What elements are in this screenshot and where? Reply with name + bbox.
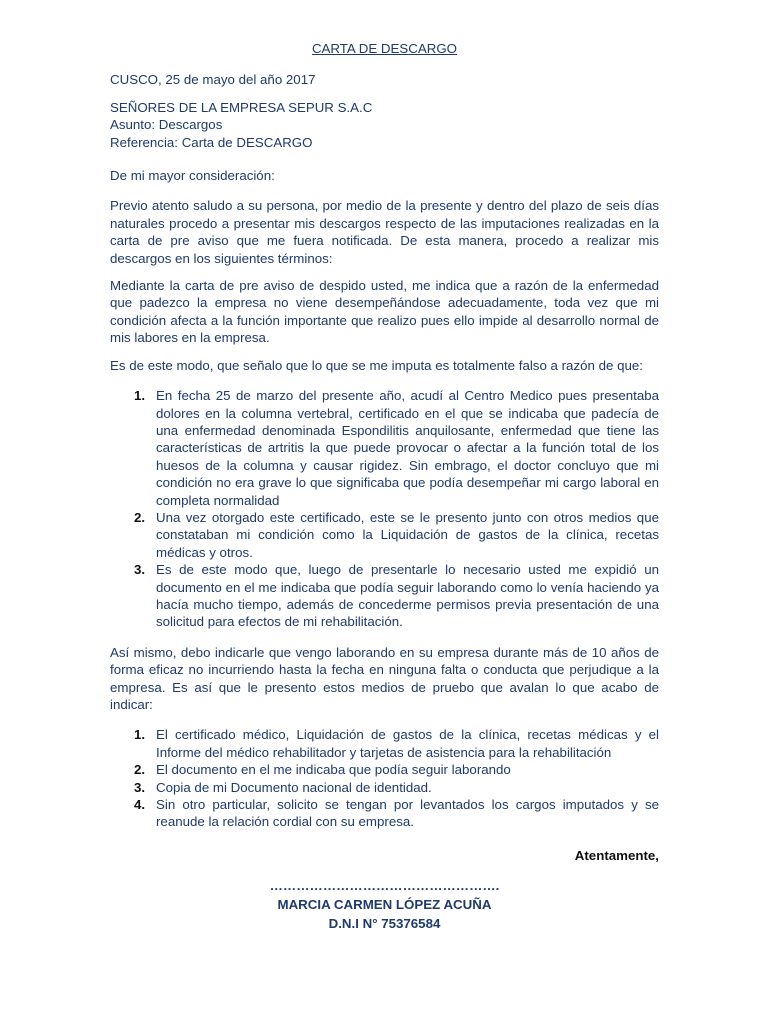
- list-item: [110, 561, 659, 631]
- list-text: Es de este modo que, luego de presentarle lo necesario usted me expidió un documento en el me indicaba que podía seguir laborando como lo venía haciendo ya hacía mucho tiempo, además de concederme permisos previa presentación de una solicitud para efectos de mi rehabilitación.: [156, 562, 659, 630]
- paragraph-evidence: Así mismo, debo indicarle que vengo laborando en su empresa durante más de 10 años de forma eficaz no incurriendo hasta la fecha en ninguna falta o conducta que perjudique a la empresa. Es así que le presento estos medios de pruebo que avalan lo que acabo de indicar:: [110, 644, 659, 712]
- list-number: 3.: [134, 562, 146, 578]
- letter-body: [110, 40, 659, 878]
- list-number: 3.: [134, 779, 146, 795]
- list-text: Copia de mi Documento nacional de identidad.: [156, 779, 432, 795]
- list-text: El certificado médico, Liquidación de gastos de la clínica, recetas médicas y el Informe del médico rehabilitador y tarjetas de asistencia para la rehabilitación: [156, 727, 659, 760]
- addressee: SEÑORES DE LA EMPRESA SEPUR S.A.C: [110, 99, 373, 115]
- letter-title: CARTA DE DESCARGO: [311, 41, 458, 56]
- list-item: [110, 387, 659, 509]
- list-number: 1.: [134, 388, 146, 404]
- list-item: [110, 779, 659, 796]
- paragraph-statement: Es de este modo, que señalo que lo que se me imputa es totalmente falso a razón de que:: [110, 357, 643, 373]
- signature-line: …………………………………………….: [269, 878, 500, 893]
- list-item: [110, 796, 659, 831]
- list-text: En fecha 25 de marzo del presente año, acudí al Centro Medico pues presentaba dolores en la columna vertebral, certificado en el que se indicaba que padecía de una enfermedad denominada Espondilitis anquilosante, enfermedad que tiene las características de artritis la que puede provocar o afectar a la función total de los huesos de la columna y causar rigidez. Sin embrago, el doctor concluyo que mi condición no era grave lo que significaba que podía desempeñar mi cargo laboral en completa normalidad: [156, 388, 659, 508]
- list-number: 2.: [134, 509, 146, 525]
- list-item: [110, 509, 659, 561]
- list-text: Sin otro particular, solicito se tengan por levantados los cargos imputados y se reanude la relación cordial con su empresa.: [156, 797, 659, 830]
- reference-line: Referencia: Carta de DESCARGO: [110, 134, 313, 150]
- signer-name: MARCIA CARMEN LÓPEZ ACUÑA: [277, 897, 492, 912]
- paragraph-intro: Previo atento saludo a su persona, por medio de la presente y dentro del plazo de seis días naturales procedo a presentar mis descargos respecto de las imputaciones realizadas en la carta de pre aviso que me fuera notificada. De esta manera, procedo a realizar mis descargos en los siguientes términos:: [110, 198, 659, 266]
- list-number: 4.: [134, 797, 146, 813]
- greeting: De mi mayor consideración:: [110, 168, 275, 184]
- list-item: [110, 761, 659, 778]
- evidence-list: [110, 726, 659, 830]
- list-number: 2.: [134, 762, 146, 778]
- list-text: El documento en el me indicaba que podía seguir laborando: [156, 762, 511, 778]
- paragraph-notice: Mediante la carta de pre aviso de despido usted, me indica que a razón de la enfermedad que padezco la empresa no viene desempeñándose adecuadamente, toda vez que mi condición afecta a la función importante que realizo pues ello impide al desarrollo normal de mis labores en la empresa.: [110, 278, 659, 346]
- signer-id: D.N.I N° 75376584: [328, 916, 441, 931]
- list-item: [110, 726, 659, 761]
- list-text: Una vez otorgado este certificado, este se le presento junto con otros medios que constataban mi condición como la Liquidación de gastos de la clínica, recetas médicas y otros.: [156, 509, 659, 560]
- facts-list: [110, 387, 659, 631]
- closing-salutation: Atentamente,: [574, 847, 659, 863]
- subject-line: Asunto: Descargos: [110, 117, 223, 133]
- list-number: 1.: [134, 727, 146, 743]
- place-date: CUSCO, 25 de mayo del año 2017: [110, 72, 316, 88]
- signature-block: [110, 876, 659, 933]
